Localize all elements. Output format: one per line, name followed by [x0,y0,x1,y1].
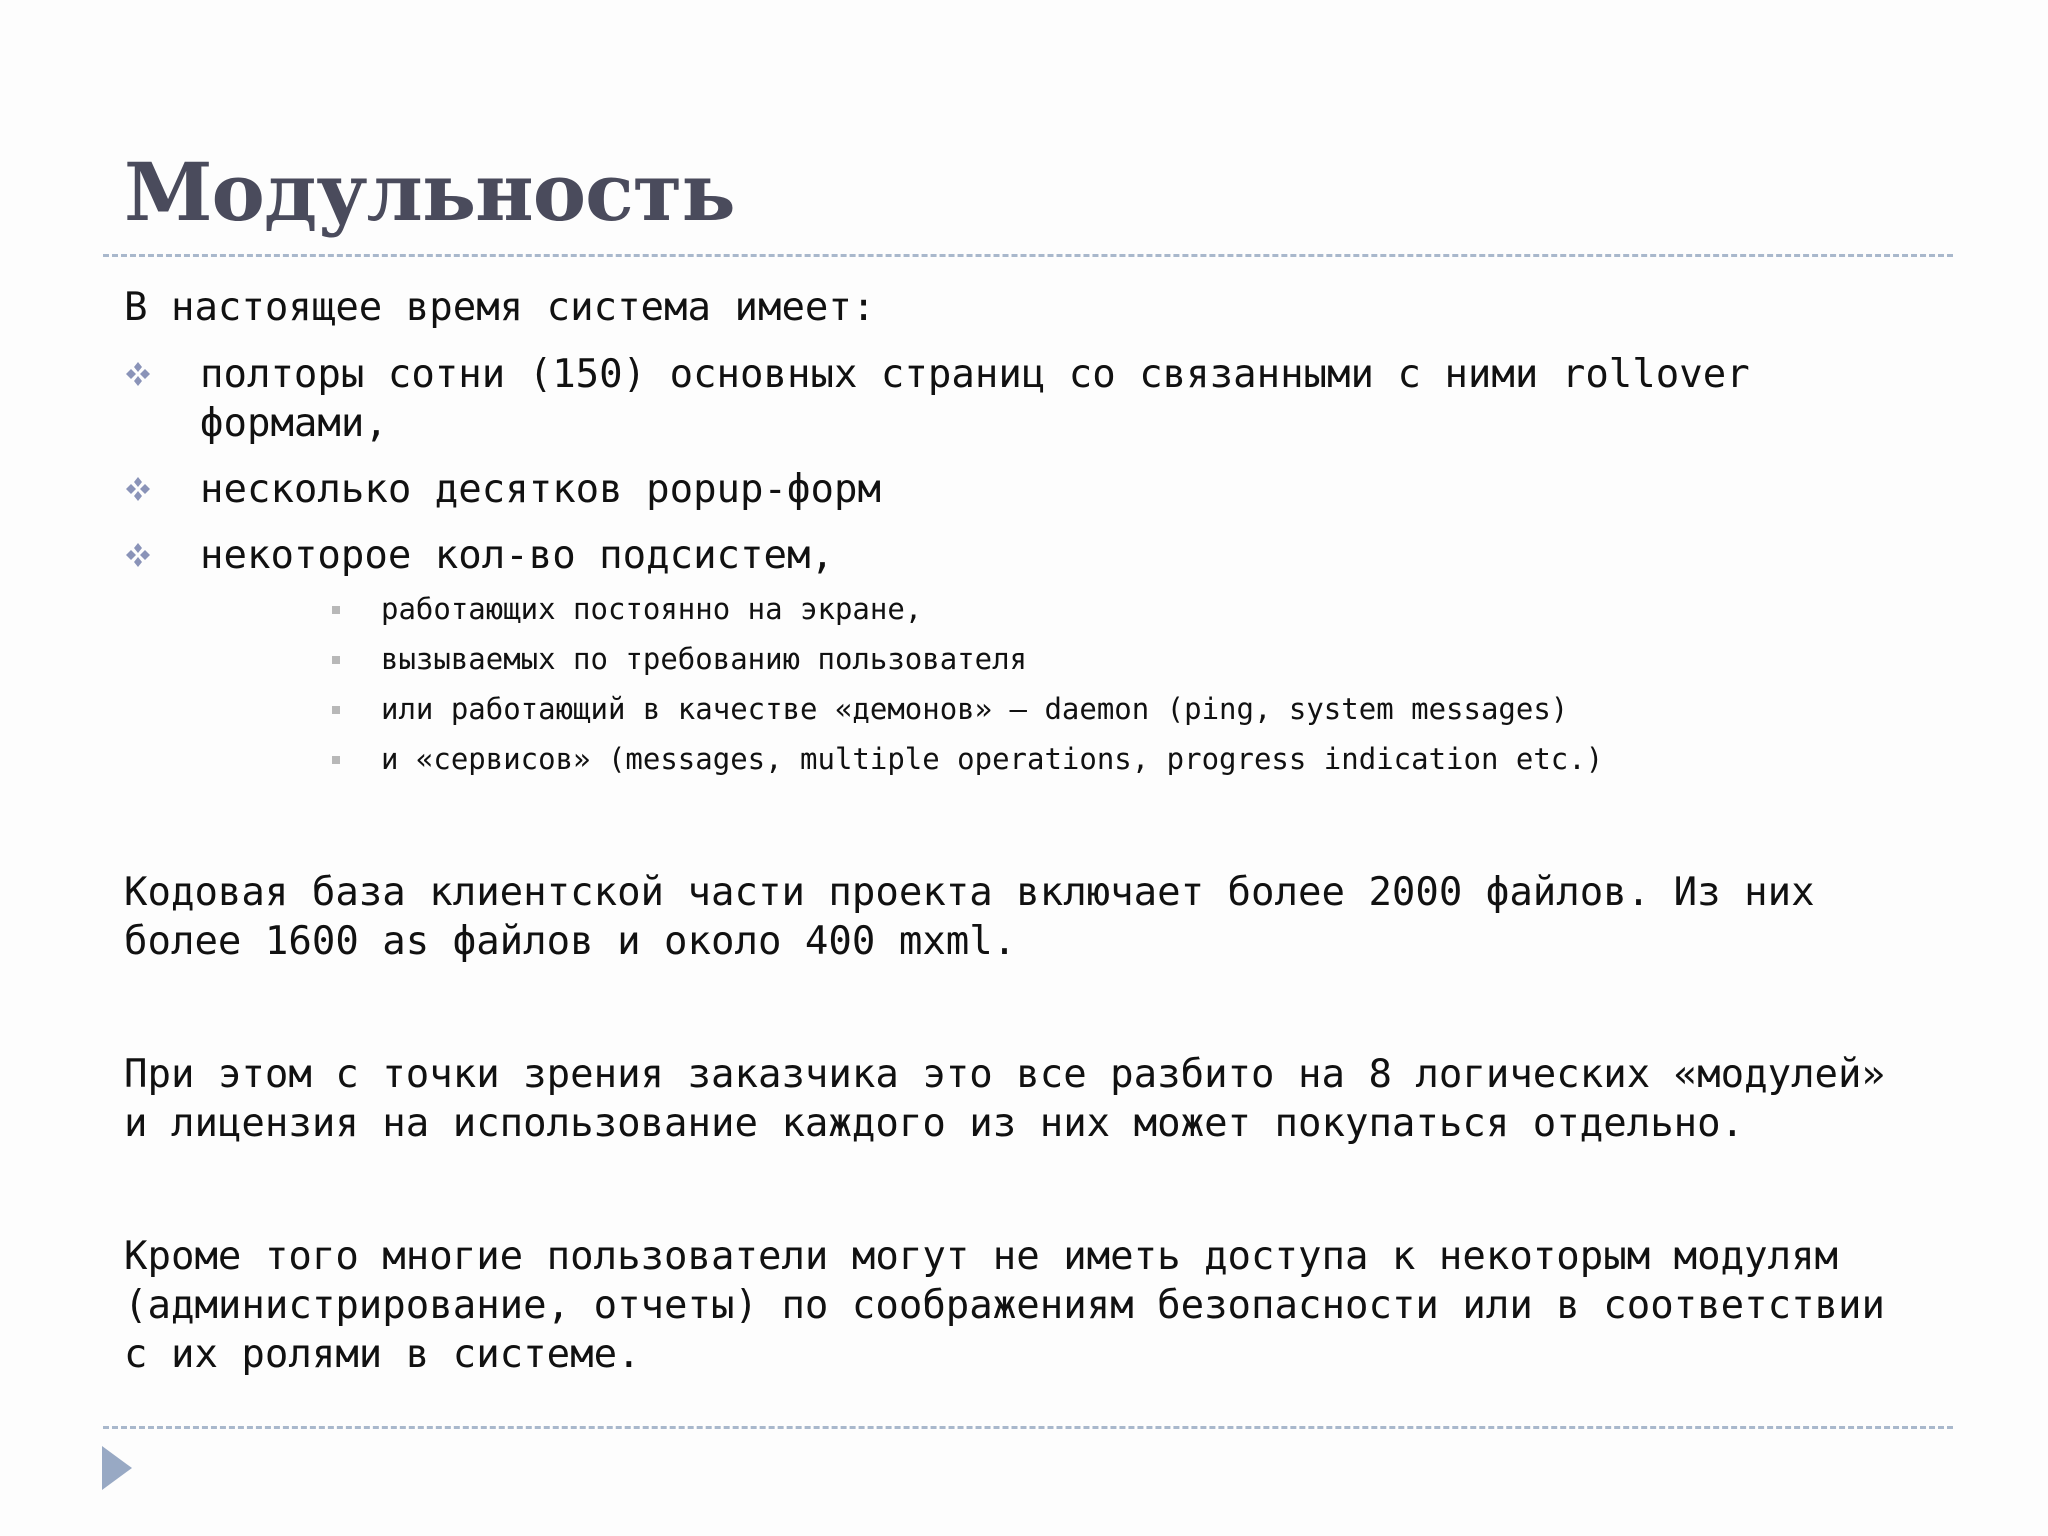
square-bullet-icon [332,606,340,614]
sub-bullet-item [124,584,1924,634]
modules-paragraph: При этом с точки зрения заказчика это все разбито на 8 логических «модулей» и лицензия на использование каждого из них может покупаться отдельно. [124,1052,1885,1146]
bullet-text: некоторое кол-во подсистем, [200,533,834,578]
bullet-item [124,531,1880,580]
four-diamond-bullet-icon [124,360,152,388]
square-bullet-icon [332,706,340,714]
four-diamond-bullet-icon [124,475,152,503]
sub-bullet-text: и «сервисов» (messages, multiple operations, progress indication etc.) [381,742,1604,776]
sub-bullet-text: работающих постоянно на экране, [381,592,923,626]
sub-bullet-item [124,684,1924,734]
slide-title: Модульность [124,145,735,239]
sub-bullet-text: или работающий в качестве «демонов» – daemon (ping, system messages) [381,692,1569,726]
bullet-item [124,350,1880,448]
footer-divider [103,1426,1953,1429]
sub-bullet-item [124,634,1924,684]
square-bullet-icon [332,656,340,664]
bullet-text: полторы сотни (150) основных страниц со связанными с ними rollover формами, [200,352,1750,446]
bullet-text: несколько десятков popup-форм [200,467,881,512]
intro-text: В настоящее время система имеет: [124,285,876,330]
slide-body [124,283,1924,1379]
codebase-paragraph: Кодовая база клиентской части проекта включает более 2000 файлов. Из них более 1600 as файлов и около 400 mxml. [124,870,1815,964]
four-diamond-bullet-icon [124,541,152,569]
title-divider [103,254,1953,257]
sub-bullet-text: вызываемых по требованию пользователя [381,642,1028,676]
bullet-item [124,465,1880,514]
square-bullet-icon [332,756,340,764]
access-paragraph: Кроме того многие пользователи могут не иметь доступа к некоторым модулям (администрирование, отчеты) по соображениям безопасности или в соответствии с их ролями в системе. [124,1234,1885,1377]
play-triangle-icon [102,1446,132,1490]
sub-bullet-item [124,734,1924,784]
